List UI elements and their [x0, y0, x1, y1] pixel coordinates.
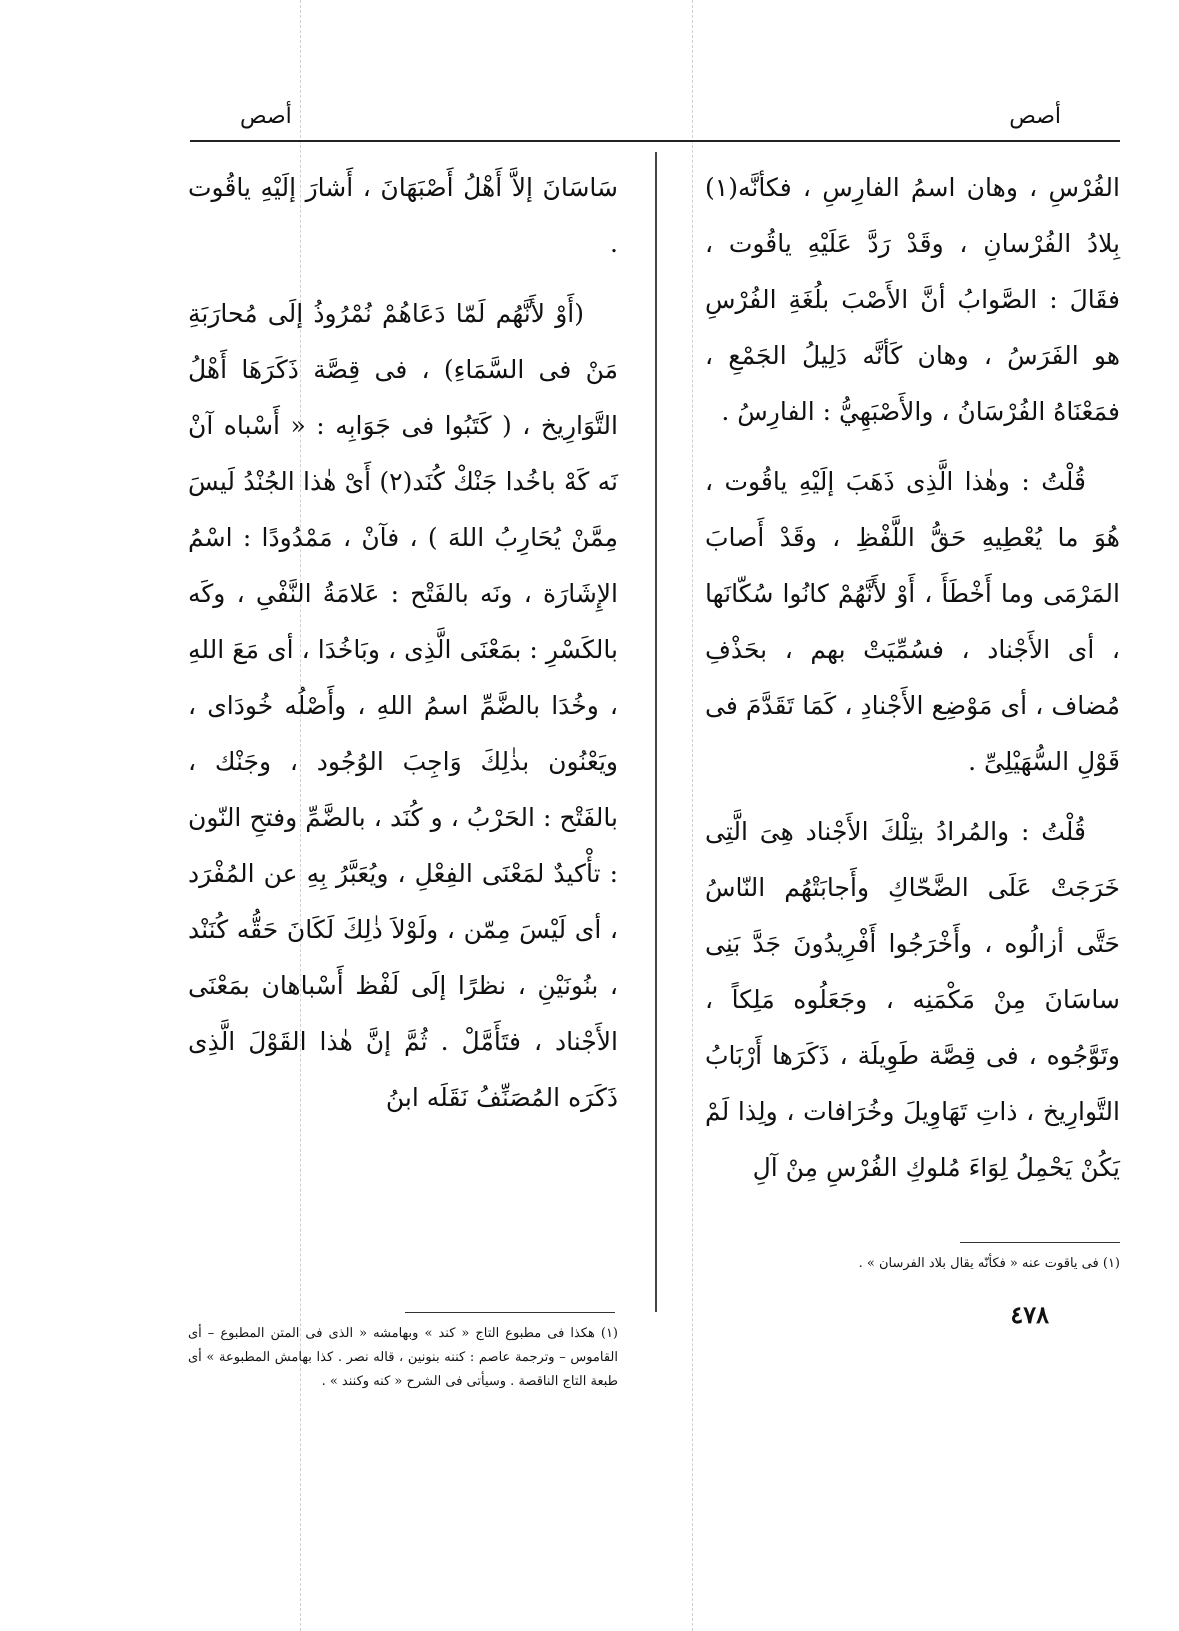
footnote-left: (١) هكذا فى مطبوع التاج « كند » وبهامشه « الذى فى المتن المطبوع – أى القاموس – وترجمة عاصم : كننه بنونين ، قاله نصر . كذا بهامش المطبوعة » أى طبعة التاج الناقصة . وسيأتى فى الشرح « كنه وكنند » . [188, 1326, 618, 1389]
footnote-right: (١) فى ياقوت عنه « فكأنّه يقال بلاد الفرسان » . [858, 1256, 1120, 1271]
header-rule [190, 140, 1120, 142]
running-header-left: أصص [240, 104, 292, 129]
paragraph: (أَوْ لأَنَّهُم لَمّا دَعَاهُمْ نُمْرُوذُ إلَى مُحارَبَةِ مَنْ فى السَّمَاءِ) ، فى قِصَّة ذَكَرَهَا أَهْلُ التَّوَارِيخ ، ( كَتَبُوا فى جَوَابِه : « أَسْباه آنْ نَه كَهْ باخُدا جَنْكْ كُنَد(٢) أَىْ هٰذا الجُنْدُ لَيسَ مِمَّنْ يُحَارِبُ اللهَ ) ، فآنْ ، مَمْدُودًا : اسْمُ الإِشَارَة ، ونَه بالفَتْح : عَلامَةُ النَّفْىِ ، وكَه بالكَسْرِ : بمَعْنَى الَّذِى ، وبَاخُدَا ، أى مَعَ اللهِ ، وخُدَا بالضَّمِّ اسمُ اللهِ ، وأَصْلُه خُودَاى ، ويَعْنُون بذٰلِكَ وَاجِبَ الوُجُود ، وجَنْك ، بالفَتْح : الحَرْبُ ، و كُنَد ، بالضَّمِّ وفتحِ النّون : تأْكيدٌ لمَعْنَى الفِعْلِ ، ويُعَبَّرُ بِهِ عن المُفْرَد ، أى لَيْسَ مِمّن ، ولَوْلاَ ذٰلِكَ لَكَانَ حَقُّه كُنَنْد ، بنُونَيْنِ ، نظرًا إلَى لَفْظ أَسْباهان بمَعْنَى الأَجْناد ، فتَأَمَّلْ . ثُمَّ إنَّ هٰذا القَوْلَ الَّذِى ذَكَرَه المُصَنِّفُ نَقَلَه ابنُ [188, 299, 618, 1112]
running-header-right: أصص [1009, 104, 1061, 129]
paragraph: قُلْتُ : والمُرادُ بتِلْكَ الأَجْناد هِىَ الَّتِى خَرَجَتْ عَلَى الضَّحّاكِ وأَجابَتْهُم النّاسُ حَتَّى أزالُوه ، وأَخْرَجُوا أَفْرِيدُونَ جَدَّ بَنِى ساسَانَ مِنْ مَكْمَنِه ، وجَعَلُوه مَلِكاً ، وتَوَّجُوه ، فى قِصَّة طَوِيلَة ، ذَكَرَها أَرْبَابُ التَّوارِيخ ، ذاتِ تَهَاوِيلَ وخُرَافات ، ولِذا لَمْ يَكُنْ يَحْمِلُ لِوَاءَ مُلوكِ الفُرْسِ مِنْ آلِ [705, 817, 1120, 1182]
paragraph: الفُرْسِ ، وهان اسمُ الفارِسِ ، فكأنَّه(١) بِلادُ الفُرْسانِ ، وقَدْ رَدَّ عَلَيْهِ ياقُوت ، فقَالَ : الصَّوابُ أنَّ الأَصْبَ بلُغَةِ الفُرْسِ هو الفَرَسُ ، وهان كَأنَّه دَلِيلُ الجَمْعِ ، فمَعْنَاهُ الفُرْسَانُ ، والأَصْبَهِيُّ : الفارِسُ . [705, 173, 1120, 426]
footnote-rule-left [405, 1312, 615, 1313]
left-column [188, 160, 618, 1140]
page-number: ٤٧٨ [1010, 1300, 1049, 1329]
paragraph: سَاسَانَ إلاَّ أَهْلُ أَصْبَهَانَ ، أَشارَ إلَيْهِ ياقُوت . [188, 173, 618, 258]
column-divider [655, 152, 657, 1312]
scan-fold-line [692, 0, 693, 1631]
footnote-rule-right [960, 1242, 1120, 1243]
right-column [705, 160, 1120, 1210]
paragraph: قُلْتُ : وهٰذا الَّذِى ذَهَبَ إلَيْهِ ياقُوت ، هُوَ ما يُعْطِيهِ حَقُّ اللَّفْظِ ، وقَدْ أَصابَ المَرْمَى وما أَخْطَأَ ، أَوْ لأَنَّهُمْ كانُوا سُكّانَها ، أى الأَجْناد ، فسُمِّيَتْ بهم ، بحَذْفِ مُضاف ، أى مَوْضِع الأَجْنادِ ، كَمَا تَقَدَّمَ فى قَوْلِ السُّهَيْلِىِّ . [705, 467, 1120, 776]
